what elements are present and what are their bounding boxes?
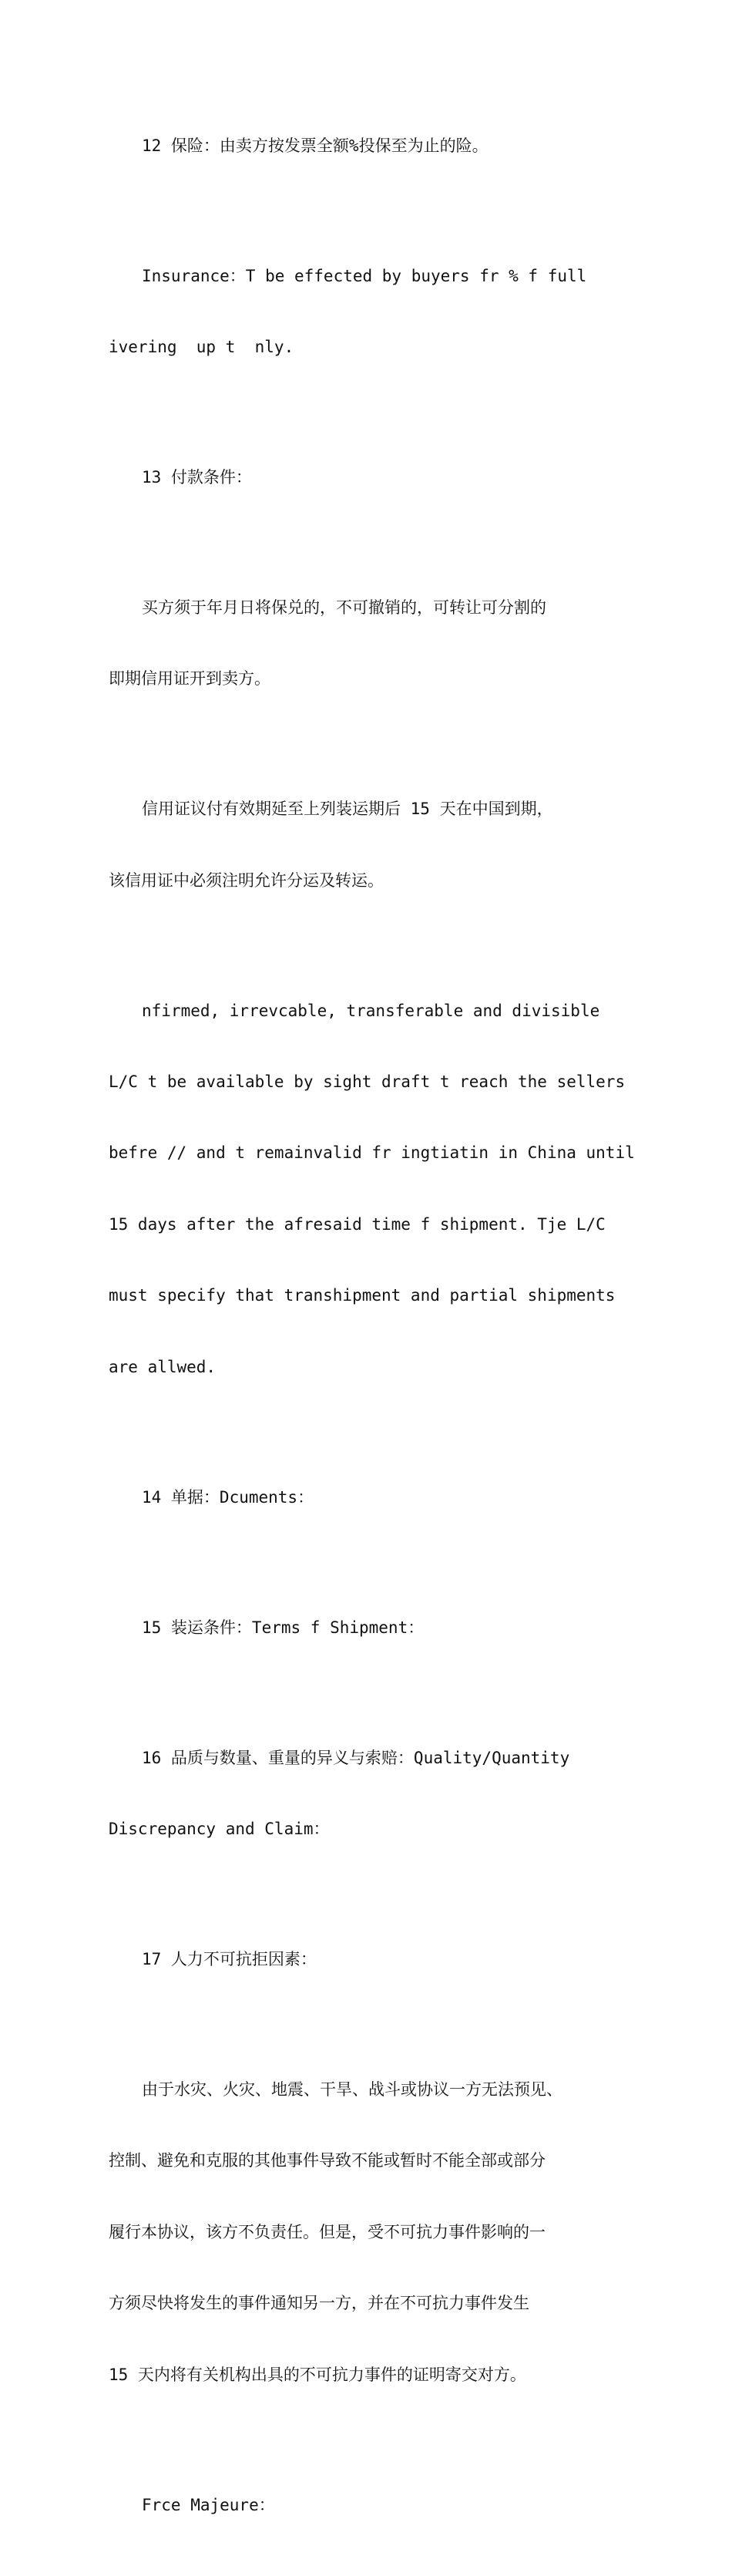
text-line: 12 保险：由卖方按发票全额%投保至为止的险。 [142,136,489,155]
text-line: 16 品质与数量、重量的异义与索赔：Quality/Quantity [142,1748,570,1767]
text-line: 履行本协议，该方不负责任。但是，受不可抗力事件影响的一 [109,2222,546,2241]
paragraph-force-majeure-en [109,2446,640,2564]
text-line: 15 天内将有关机构出具的不可抗力事件的证明寄交对方。 [109,2365,526,2384]
text-line: 该信用证中必须注明允许分运及转运。 [109,870,384,890]
text-line: 即期信用证开到卖方。 [109,669,270,689]
paragraph-documents [109,1438,640,1557]
text-line: 控制、避免和克服的其他事件导致不能或暂时不能全部或部分 [109,2151,546,2170]
document-page [109,86,640,2576]
text-line: 买方须于年月日将保兑的，不可撤销的，可转让可分割的 [142,598,546,617]
text-line: L/C t be available by sight draft t reach the sellers [109,1072,626,1092]
paragraph-insurance-en [109,217,640,406]
paragraph-payment-cn-1 [109,548,640,738]
text-line: 方须尽快将发生的事件通知另一方，并在不可抗力事件发生 [109,2294,529,2313]
paragraph-force-majeure-heading [109,1900,640,2019]
text-line: Insurance：T be effected by buyers fr % f full [142,266,587,285]
paragraph-insurance-cn [109,86,640,205]
paragraph-payment-cn-2 [109,750,640,940]
text-line: Discrepancy and Claim： [109,1819,330,1838]
text-line: 17 人力不可抗拒因素： [142,1949,317,1968]
text-line: 15 装运条件：Terms f Shipment： [142,1618,425,1637]
text-line: 由于水灾、火灾、地震、干旱、战斗或协议一方无法预见、 [142,2079,562,2099]
text-line: ivering up t nly. [109,337,294,356]
paragraph-claims [109,1699,640,1888]
paragraph-force-majeure-cn [109,2030,640,2434]
paragraph-shipment-terms [109,1568,640,1687]
text-line: 13 付款条件： [142,467,252,487]
text-line: befre // and t remainvalid fr ingtiatin in China until [109,1143,635,1163]
paragraph-payment-heading [109,418,640,537]
text-line: Frce Majeure： [142,2495,275,2514]
text-line: nfirmed, irrevcable, transferable and divisible [142,1001,600,1020]
text-line: must specify that transhipment and partial shipments [109,1286,616,1305]
text-line: 15 days after the afresaid time f shipment. Tje L/C [109,1214,606,1234]
text-line: 14 单据：Dcuments： [142,1487,314,1507]
text-line: are allwed. [109,1357,217,1376]
text-line: 信用证议付有效期延至上列装运期后 15 天在中国到期， [142,800,553,819]
paragraph-payment-en [109,951,640,1426]
